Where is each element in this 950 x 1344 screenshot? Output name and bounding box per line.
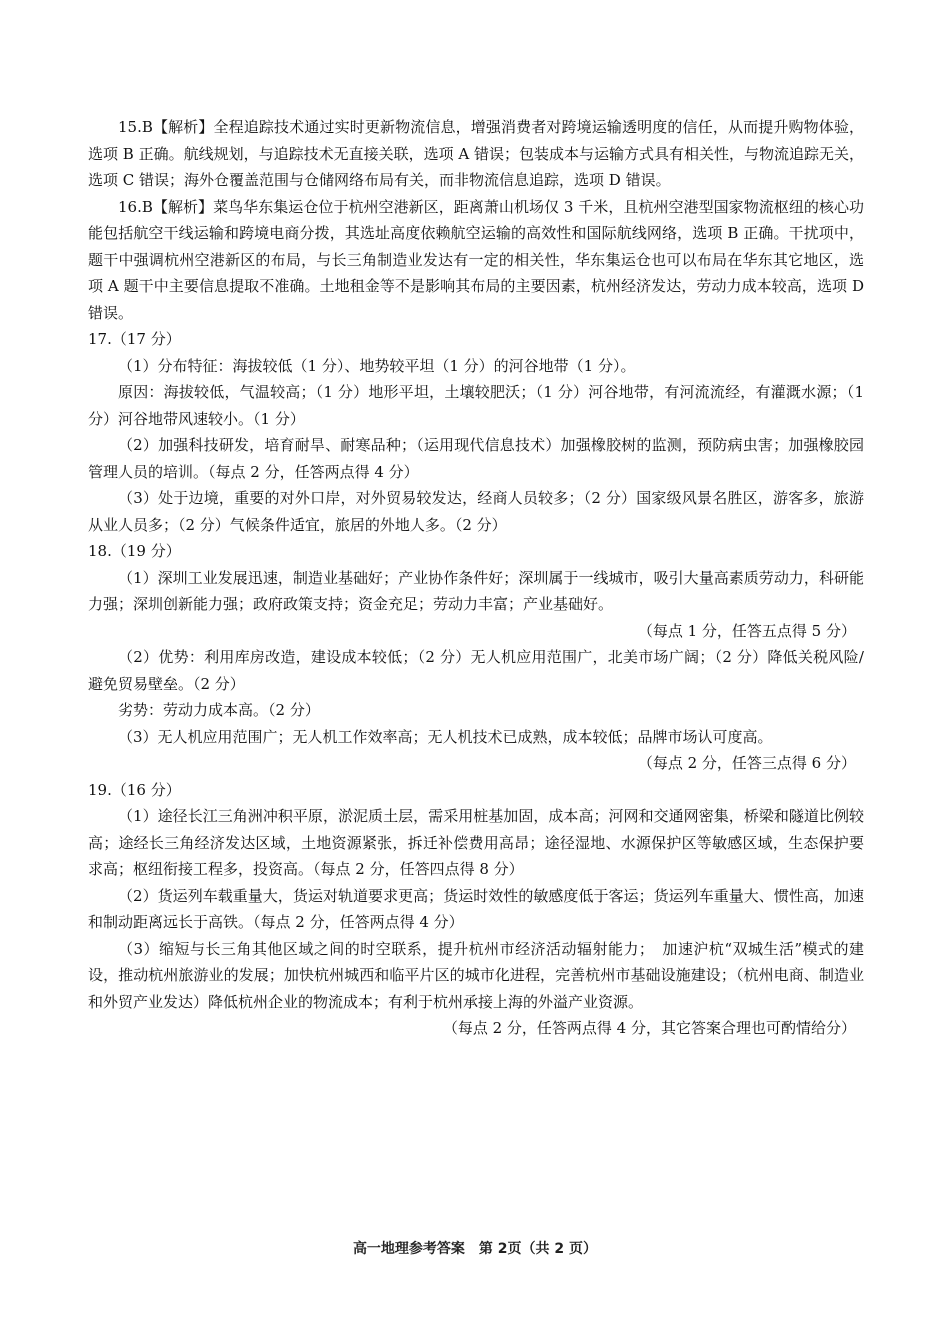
- q18-part1: （1）深圳工业发展迅速，制造业基础好；产业协作条件好；深圳属于一线城市，吸引大量高素质劳动力，科研能力强；深圳创新能力强；政府政策支持；资金充足；劳动力丰富；产业基础好。: [88, 568, 864, 613]
- q19-header: 19.（16 分）: [88, 780, 181, 799]
- q17-part1-reason: 原因：海拔较低，气温较高；（1 分）地形平坦，土壤较肥沃；（1 分）河谷地带，有河流流经，有灌溉水源；（1 分）河谷地带风速较小。（1 分）: [88, 383, 864, 428]
- q18-part3-score: （每点 2 分，任答三点得 6 分）: [637, 754, 856, 772]
- q17-header: 17.（17 分）: [88, 330, 181, 348]
- q18-part3: （3）无人机应用范围广；无人机工作效率高；无人机技术已成熟，成本较低；品牌市场认可度高。: [118, 727, 773, 746]
- q18-part1-score: （每点 1 分，任答五点得 5 分）: [637, 621, 856, 640]
- q18-part2-disadvantage: 劣势：劳动力成本高。（2 分）: [118, 701, 320, 719]
- q19-part2: （2）货运列车载重量大，货运对轨道要求更高；货运时效性的敏感度低于客运；货运列车重量大、惯性高，加速和制动距离远长于高铁。（每点 2 分，任答两点得 4 分）: [88, 886, 864, 931]
- q19-part3: （3）缩短与长三角其他区域之间的时空联系，提升杭州市经济活动辐射能力； 加速沪杭“双城生活”模式的建设，推动杭州旅游业的发展；加快杭州城西和临平片区的城市化进程，完善杭州市基础设施建设；（杭州电商、制造业和外贸产业发达）降低杭州企业的物流成本；有利于杭州承接上海的外溢产业资源。: [88, 939, 864, 1011]
- q19-part1: （1）途径长江三角洲冲积平原，淤泥质土层，需采用桩基加固，成本高；河网和交通网密集，桥梁和隧道比例较高；途经长三角经济发达区域，土地资源紧张，拆迁补偿费用高昂；途径湿地、水源保护区等敏感区域，生态保护要求高；枢纽衔接工程多，投资高。（每点 2 分，任答四点得 8 分）: [88, 807, 864, 878]
- page-footer: 高一地理参考答案 第 2页（共 2 页）: [352, 1241, 598, 1257]
- q19-part3-score: （每点 2 分，任答两点得 4 分，其它答案合理也可酌情给分）: [442, 1019, 856, 1037]
- q18-part2: （2）优势：利用库房改造，建设成本较低；（2 分）无人机应用范围广，北美市场广阔；（2 分）降低关税风险/避免贸易壁垒。（2 分）: [88, 648, 864, 693]
- q17-part2: （2）加强科技研发，培育耐旱、耐寒品种；（运用现代信息技术）加强橡胶树的监测，预防病虫害；加强橡胶园管理人员的培训。（每点 2 分，任答两点得 4 分）: [88, 436, 864, 481]
- q17-part3: （3）处于边境，重要的对外口岸，对外贸易较发达，经商人员较多；（2 分）国家级风景名胜区，游客多，旅游从业人员多；（2 分）气候条件适宜，旅居的外地人多。（2 分）: [88, 489, 864, 534]
- q17-part1: （1）分布特征：海拔较低（1 分）、地势较平坦（1 分）的河谷地带（1 分）。: [118, 356, 636, 375]
- answer-page: [88, 114, 864, 1042]
- q18-header: 18.（19 分）: [88, 542, 181, 560]
- q16-answer: 16.B【解析】菜鸟华东集运仓位于杭州空港新区，距离萧山机场仅 3 千米，且杭州空港型国家物流枢纽的核心功能包括航空干线运输和跨境电商分拨，其选址高度依赖航空运输的高效性和国际航线网络，选项 B 正确。干扰项中，题干中强调杭州空港新区的布局，与长三角制造业发达有一定的相关性，华东集运仓也可以布局在华东其它地区，选项 A 题干中主要信息提取不准确。土地租金等不是影响其布局的主要因素，杭州经济发达，劳动力成本较高，选项 D 错误。: [88, 197, 864, 322]
- q15-answer: 15.B【解析】全程追踪技术通过实时更新物流信息，增强消费者对跨境运输透明度的信任，从而提升购物体验，选项 B 正确。航线规划，与追踪技术无直接关联，选项 A 错误；包装成本与运输方式具有相关性，与物流追踪无关，选项 C 错误；海外仓覆盖范围与仓储网络布局有关，而非物流信息追踪，选项 D 错误。: [88, 118, 864, 189]
